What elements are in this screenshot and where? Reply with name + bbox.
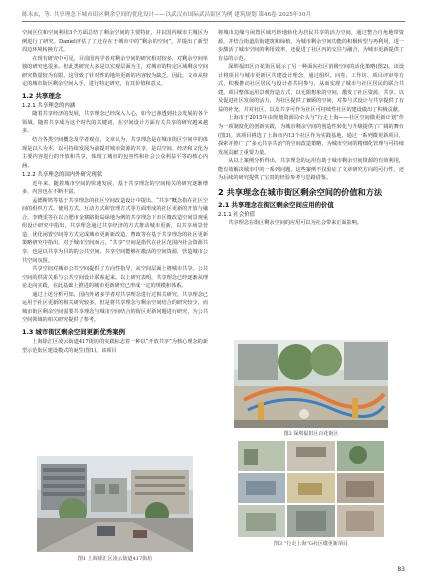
- figure-1: [37, 456, 193, 552]
- running-header: 陈未玄，等. 共享理念下城市街区剩余空间的优化设计——以武汉市国际武昌街区为例 建筑规划 第46卷 2025年10月: [22, 10, 405, 22]
- figure-1-photo: [37, 456, 193, 552]
- figure-1-caption: 图1 上海徐汇区凌云街道417街坊: [77, 556, 153, 562]
- paragraph: 随着共享经济的发展，共享理念已经深入人心，如今已渗透到社会发展的各个领域。随着共享成为这个时代的关键词，在空间设计方面有关共享的研究越来越多。: [22, 111, 208, 135]
- paragraph: 近年来，随着城市空间的快速发展，基于共享理念的空间相关的研究逐渐增多，内容也在不断丰富。: [22, 180, 208, 196]
- paragraph: 孟德斯鸠等基于共享理念的社区空间改造设计中提出，“共享”概念指在社区空间的组织方式、使用方式、互动方式和管理方式等方面形成的社区更新的开放与融合。李晓雯等在以合肥市金寨路街岛绿地为例的共享理念下市区微改造空间景观重组设计研究中指出，共享理念通过共享经济的方式推动城市更新，以共享场景营造，优化闲置空间等方式完成城市更新新改造。曹政等在基于共享理念的社区更新策略研究中指出，对于城市空间而言，“共享”空间是指代在社区范围内社会资源共享，也是以共享为目的的公共空间。共享空间能够在激活的空间资源，营造城市公共空间氛围。: [22, 197, 208, 264]
- paragraph: 共享空间对城市公共空间提供了方向性指导，从空间层面上将城市共享、公共空间的供需关系与公共空间设计联系起来。以上研究表明，共享理念已经逐渐从理论走向实践，在此基础上推进的城市更新研究已形成一定的规模和体系。: [22, 266, 208, 290]
- figure-2: [234, 340, 388, 428]
- paragraph: 深圳福田区百花街区展示了另一种面向社区消极空间的活化策略(图2)。该设计将项目与城市更新区共建设计理念，通过组织、问卷、工作坊、项目评审等方式，积极推动社区居民与设计者共同参与，从而实现了城市与社区居民的联合共建。项目整体运用景观营造方式，以无限想象的空间，激发了社区资源，共享。以及促进社区发展的活力，为社区提供了兼顾的空间，对参与式设计与共享提供了有益的补充。并对社区，以及共享可作为社区可持续性社区的建设做出了积极贡献。: [218, 64, 404, 113]
- paragraph: 从以上案例分析得出，共享理念的运用有助于城市剩余空间资源的有效利用，能有效解决城市中的一系列问题。这些案例不仅验证了文章研究方向的可行性，还为后续的研究提供了宝贵的经验参考与思路借鉴。: [218, 158, 404, 182]
- figure-2-caption: 图2 深圳福田区百花街区: [283, 431, 339, 437]
- section-heading-2-1-1: 2.1.1 社会价值: [218, 211, 255, 218]
- paragraph: 在现有研究中可见，目前国内学者对剩余空间的研究相对较多，对剩余空间单独的研究也很多。但此类研究大多是以宏观层面为主，对城市的特定区域剩余空间研究数量较为有限，这导致了针对性的地块更新的内容较为缺乏。因此，文章从特定的城市街区剩余空间入手，进行特定研究，有其价值和意义。: [22, 55, 208, 88]
- page-number: 83: [397, 566, 405, 573]
- section-heading-1-3: 1.3 城市街区剩余空间更新优秀案例: [22, 327, 126, 336]
- right-column: [218, 29, 404, 228]
- paragraph: 上海徐汇区凌云街道417街坊的实践标志着一种以“开放共享”为核心理念的新型示范街区建设模式的诞生(图1)。该项目: [22, 338, 208, 354]
- paragraph: 结合各类空间概念及学者观点，文章认为，共享理念是在城市街区空间中的体现是以人为本，以可持续发展为前提对城市资源的共享，是以空间、经济和文化为主要内容进行的开放和共享，体现了城市的包容性和社会公众利益平等的核心内涵。: [22, 136, 208, 169]
- figure-2-photo: [234, 340, 388, 428]
- paragraph: 通过上述分析可知，国内外诸多学者对共享理念进行过相关研究，共享理念已运用于社区更新的相关研究较多。但是将共享理念与剩余空间结合的研究较少，而城市街区剩余空间需要共享理念与城市空间结合的街区更新问题进行研究，为公共空间领域的相关研究提供了参考。: [22, 291, 208, 324]
- paragraph: 共享理念在街区剩余空间的应用可以为社会带来正面影响。: [228, 220, 362, 227]
- figure-3: [238, 441, 384, 537]
- paragraph: 空间区位和空间利用3个方面总结了剩余空间的主要特征，并以国内城市主城区为例进行了研究。Daniel评估了了迁存在于城市中的“剩余的空间”，并提出了新型周边环境转换方式。: [22, 30, 208, 54]
- figure-3-caption: 图3 “行走上海”G社区微更新项目: [274, 541, 348, 547]
- section-heading-1-2-2: 1.2.2 共享理念的国内外研究现状: [22, 172, 103, 179]
- left-column: [22, 29, 208, 355]
- section-heading-1-2-1: 1.2.1 共享理念的内涵: [22, 102, 76, 109]
- figure-3-photo-collage: [238, 441, 384, 537]
- section-heading-2-1: 2.1 共享理念在街区剩余空间应用的价值: [218, 200, 334, 209]
- section-heading-1-2: 1.2 共享理念: [22, 91, 62, 100]
- paragraph: 上海市于2015年由规划资源局牵头与“行走上海——社区空间微更新计划”作为一项制度化的创新实践，为城市剩余空间的创造性转化与升级提供了广阔的舞台(图3)。该项目挑选了上海市内13个社区作为实践基地，通过一系列微更新项目，探索并推广了“多元共享共治”的空间改造策略，为城市空间的精细化管理与可持续发展贡献了重要力量。: [218, 115, 404, 156]
- section-heading-2: 2 共享理念在城市街区剩余空间的价值和方法: [218, 186, 383, 197]
- paragraph: 将城市边缘与闲置区域巧妙地转化为居民共享的活力空间，通过整合自角地带资源，并结合街道沿街建筑和绿植，为城市剩余空间功能的积极转型与再利用，进一步激活了城市空间的利用效率，还促进了社区内的交往与融合，为城市更新提供了有益的示范。: [218, 30, 404, 62]
